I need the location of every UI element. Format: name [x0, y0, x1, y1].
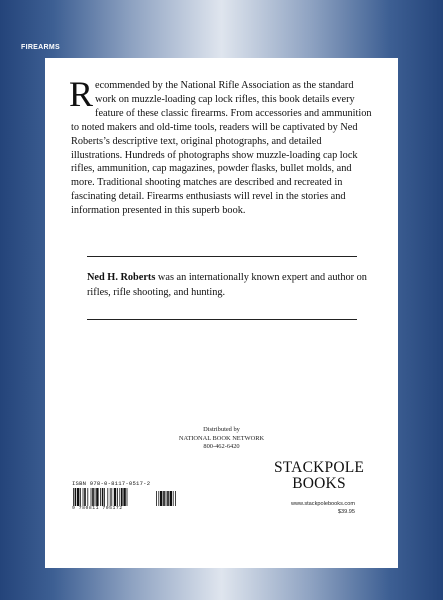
bottom-divider — [87, 319, 357, 320]
publisher-info — [275, 500, 355, 516]
book-price: $39.95 — [337, 509, 355, 515]
distributor-info — [165, 426, 278, 452]
publisher-logo — [267, 460, 371, 492]
barcode-icon — [72, 488, 180, 506]
drop-cap: R — [69, 74, 94, 114]
description-text: ecommended by the National Rifle Association as the standard work on muzzle-loading cap lock rifles, this book details every feature of these classic firearms. From accessories and ammunition to noted makers and old-time tools, readers will be captivated by Ned Roberts’s descriptive text, original photographs, and detailed illustrations. Hundreds of photographs show muzzle-loading cap lock rifles, ammunition, cap magazines, powder flasks, bullet molds, and more. Traditional shooting matches are described and recreated in fascinating detail. Firearms enthusiasts will revel in the stories and information presented in this superb book. — [71, 80, 372, 217]
distributor-phone: 800-462-6420 — [203, 443, 240, 451]
publisher-name-line1: STACKPOLE — [273, 459, 365, 476]
distributor-name: NATIONAL BOOK NETWORK — [178, 434, 265, 442]
top-divider — [87, 256, 357, 257]
back-cover-panel — [45, 58, 398, 568]
isbn-text: ISBN 978-0-8117-0517-2 — [72, 480, 151, 487]
book-description — [69, 74, 373, 218]
barcode-digits: 9 780811 705172 — [72, 506, 123, 511]
category-label: FIREARMS — [21, 44, 60, 51]
author-bio — [87, 271, 372, 300]
author-bio-text: was an internationally known expert and author on rifles, rifle shooting, and hunting. — [87, 272, 367, 298]
distributed-by-label: Distributed by — [203, 426, 240, 433]
publisher-website: www.stackpolebooks.com — [290, 501, 355, 507]
barcode-block — [72, 480, 182, 512]
author-name: Ned H. Roberts — [87, 272, 156, 283]
publisher-name-line2: BOOKS — [292, 475, 346, 492]
